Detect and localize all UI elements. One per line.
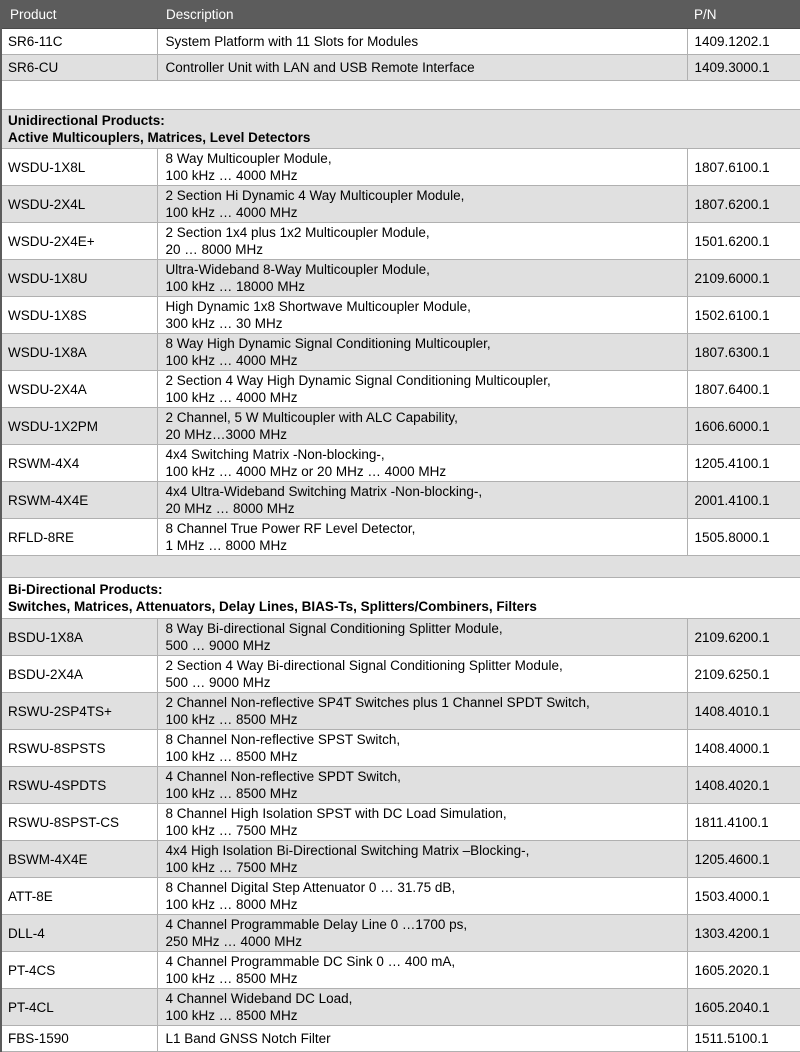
description-line: 4 Channel Wideband DC Load, — [165, 991, 353, 1006]
product-cell: PT-4CS — [1, 952, 157, 989]
description-line: 100 kHz … 8500 MHz — [165, 786, 298, 801]
description-line: 100 kHz … 7500 MHz — [165, 823, 298, 838]
product-cell: WSDU-1X8S — [1, 297, 157, 334]
section-row — [1, 110, 800, 149]
table-row — [1, 841, 800, 878]
description-line: Controller Unit with LAN and USB Remote Interface — [165, 60, 475, 75]
description-line: 100 kHz … 8500 MHz — [165, 749, 298, 764]
table-row — [1, 55, 800, 81]
description-line: 100 kHz … 7500 MHz — [165, 860, 298, 875]
description-line: 4x4 Ultra-Wideband Switching Matrix -Non-blocking-, — [165, 484, 483, 499]
pn-cell: 1605.2040.1 — [687, 989, 800, 1026]
pn-cell: 1303.4200.1 — [687, 915, 800, 952]
section-header-line: Unidirectional Products: — [8, 113, 165, 128]
pn-cell: 1511.5100.1 — [687, 1026, 800, 1052]
description-cell — [157, 260, 687, 297]
pn-cell: 2109.6000.1 — [687, 260, 800, 297]
table-row — [1, 408, 800, 445]
table-row — [1, 149, 800, 186]
description-line: L1 Band GNSS Notch Filter — [165, 1031, 331, 1046]
pn-cell: 2109.6250.1 — [687, 656, 800, 693]
pn-cell: 2001.4100.1 — [687, 482, 800, 519]
pn-cell: 1205.4100.1 — [687, 445, 800, 482]
description-cell — [157, 445, 687, 482]
pn-cell: 1605.2020.1 — [687, 952, 800, 989]
description-cell — [157, 55, 687, 81]
description-line: System Platform with 11 Slots for Modules — [165, 34, 419, 49]
description-line: 100 kHz … 8500 MHz — [165, 712, 298, 727]
product-cell: RSWU-2SP4TS+ — [1, 693, 157, 730]
description-line: 8 Way Bi-directional Signal Conditioning Splitter Module, — [165, 621, 503, 636]
header-row — [1, 0, 800, 29]
product-cell: WSDU-2X4E+ — [1, 223, 157, 260]
pn-cell: 1807.6100.1 — [687, 149, 800, 186]
table-row — [1, 519, 800, 556]
description-line: 2 Section 4 Way High Dynamic Signal Conditioning Multicoupler, — [165, 373, 551, 388]
description-cell — [157, 519, 687, 556]
description-line: 2 Channel Non-reflective SP4T Switches plus 1 Channel SPDT Switch, — [165, 695, 590, 710]
product-cell: SR6-CU — [1, 55, 157, 81]
product-cell: WSDU-1X8A — [1, 334, 157, 371]
pn-cell: 1408.4010.1 — [687, 693, 800, 730]
description-column-header: Description — [157, 0, 687, 29]
spacer-cell — [1, 556, 800, 578]
table-row — [1, 989, 800, 1026]
description-line: 4 Channel Non-reflective SPDT Switch, — [165, 769, 401, 784]
description-line: 4 Channel Programmable Delay Line 0 …1700 ps, — [165, 917, 468, 932]
table-row — [1, 186, 800, 223]
description-line: 8 Way High Dynamic Signal Conditioning Multicoupler, — [165, 336, 491, 351]
table-row — [1, 693, 800, 730]
section-header-line: Active Multicouplers, Matrices, Level Detectors — [8, 130, 311, 145]
section-header-line: Bi-Directional Products: — [8, 582, 163, 597]
description-cell — [157, 1026, 687, 1052]
table-row — [1, 297, 800, 334]
pn-cell: 1811.4100.1 — [687, 804, 800, 841]
table-row — [1, 482, 800, 519]
description-line: 500 … 9000 MHz — [165, 675, 271, 690]
section-header-line: Switches, Matrices, Attenuators, Delay Lines, BIAS-Ts, Splitters/Combiners, Filters — [8, 599, 537, 614]
description-cell — [157, 693, 687, 730]
description-cell — [157, 186, 687, 223]
product-cell: WSDU-2X4L — [1, 186, 157, 223]
description-cell — [157, 804, 687, 841]
product-cell: BSWM-4X4E — [1, 841, 157, 878]
pn-cell: 2109.6200.1 — [687, 619, 800, 656]
description-cell — [157, 952, 687, 989]
table-row — [1, 1026, 800, 1052]
product-cell: RSWM-4X4 — [1, 445, 157, 482]
pn-cell: 1501.6200.1 — [687, 223, 800, 260]
description-cell — [157, 334, 687, 371]
table-row — [1, 619, 800, 656]
table-row — [1, 878, 800, 915]
description-line: 100 kHz … 8500 MHz — [165, 1008, 298, 1023]
pn-cell: 1807.6300.1 — [687, 334, 800, 371]
pn-cell: 1503.4000.1 — [687, 878, 800, 915]
product-cell: WSDU-1X8U — [1, 260, 157, 297]
description-line: 500 … 9000 MHz — [165, 638, 271, 653]
description-line: 100 kHz … 4000 MHz — [165, 390, 298, 405]
description-line: 1 MHz … 8000 MHz — [165, 538, 288, 553]
table-row — [1, 767, 800, 804]
section-row — [1, 578, 800, 619]
product-cell: WSDU-1X8L — [1, 149, 157, 186]
product-cell: RSWM-4X4E — [1, 482, 157, 519]
description-line: 2 Section Hi Dynamic 4 Way Multicoupler Module, — [165, 188, 465, 203]
table-row — [1, 371, 800, 408]
description-line: 20 MHz … 8000 MHz — [165, 501, 295, 516]
table-row — [1, 260, 800, 297]
spacer-row — [1, 556, 800, 578]
section-header-cell — [1, 578, 800, 619]
table-row — [1, 915, 800, 952]
description-cell — [157, 371, 687, 408]
table-row — [1, 29, 800, 55]
table-row — [1, 952, 800, 989]
product-column-header: Product — [1, 0, 157, 29]
description-line: 250 MHz … 4000 MHz — [165, 934, 303, 949]
table-body — [1, 29, 800, 1052]
table-row — [1, 730, 800, 767]
description-line: High Dynamic 1x8 Shortwave Multicoupler Module, — [165, 299, 471, 314]
table-row — [1, 656, 800, 693]
product-cell: BSDU-2X4A — [1, 656, 157, 693]
description-cell — [157, 482, 687, 519]
product-cell: ATT-8E — [1, 878, 157, 915]
description-line: 8 Channel Non-reflective SPST Switch, — [165, 732, 401, 747]
spacer-row — [1, 81, 800, 110]
description-line: 2 Section 1x4 plus 1x2 Multicoupler Module, — [165, 225, 430, 240]
section-header-cell — [1, 110, 800, 149]
description-cell — [157, 989, 687, 1026]
description-line: 300 kHz … 30 MHz — [165, 316, 283, 331]
description-line: 4x4 High Isolation Bi-Directional Switching Matrix –Blocking-, — [165, 843, 530, 858]
product-cell: RSWU-8SPSTS — [1, 730, 157, 767]
description-line: 20 MHz…3000 MHz — [165, 427, 288, 442]
description-line: 20 … 8000 MHz — [165, 242, 264, 257]
description-cell — [157, 915, 687, 952]
description-cell — [157, 656, 687, 693]
product-cell: RSWU-8SPST-CS — [1, 804, 157, 841]
description-cell — [157, 223, 687, 260]
description-line: 100 kHz … 4000 MHz — [165, 353, 298, 368]
product-cell: DLL-4 — [1, 915, 157, 952]
description-line: 100 kHz … 4000 MHz or 20 MHz … 4000 MHz — [165, 464, 447, 479]
pn-cell: 1505.8000.1 — [687, 519, 800, 556]
description-line: 100 kHz … 18000 MHz — [165, 279, 306, 294]
description-line: 4 Channel Programmable DC Sink 0 … 400 mA, — [165, 954, 456, 969]
table-row — [1, 804, 800, 841]
description-cell — [157, 408, 687, 445]
pn-cell: 1409.3000.1 — [687, 55, 800, 81]
description-line: 2 Channel, 5 W Multicoupler with ALC Capability, — [165, 410, 458, 425]
product-cell: SR6-11C — [1, 29, 157, 55]
table-row — [1, 334, 800, 371]
description-cell — [157, 730, 687, 767]
product-cell: WSDU-2X4A — [1, 371, 157, 408]
description-cell — [157, 149, 687, 186]
description-line: 8 Channel Digital Step Attenuator 0 … 31.75 dB, — [165, 880, 456, 895]
pn-cell: 1807.6200.1 — [687, 186, 800, 223]
product-cell: BSDU-1X8A — [1, 619, 157, 656]
pn-cell: 1409.1202.1 — [687, 29, 800, 55]
pn-cell: 1408.4000.1 — [687, 730, 800, 767]
description-line: 8 Way Multicoupler Module, — [165, 151, 332, 166]
description-cell — [157, 297, 687, 334]
description-line: 100 kHz … 8500 MHz — [165, 971, 298, 986]
pn-cell: 1807.6400.1 — [687, 371, 800, 408]
description-line: 100 kHz … 4000 MHz — [165, 168, 298, 183]
description-line: Ultra-Wideband 8-Way Multicoupler Module, — [165, 262, 430, 277]
description-cell — [157, 619, 687, 656]
pn-cell: 1606.6000.1 — [687, 408, 800, 445]
product-cell: WSDU-1X2PM — [1, 408, 157, 445]
description-line: 2 Section 4 Way Bi-directional Signal Conditioning Splitter Module, — [165, 658, 563, 673]
product-cell: PT-4CL — [1, 989, 157, 1026]
table-header — [1, 0, 800, 29]
pn-cell: 1205.4600.1 — [687, 841, 800, 878]
pn-cell: 1408.4020.1 — [687, 767, 800, 804]
description-cell — [157, 841, 687, 878]
table-row — [1, 223, 800, 260]
product-cell: FBS-1590 — [1, 1026, 157, 1052]
description-cell — [157, 878, 687, 915]
description-cell — [157, 767, 687, 804]
description-line: 8 Channel True Power RF Level Detector, — [165, 521, 416, 536]
description-line: 8 Channel High Isolation SPST with DC Load Simulation, — [165, 806, 507, 821]
description-line: 4x4 Switching Matrix -Non-blocking-, — [165, 447, 385, 462]
pn-column-header: P/N — [687, 0, 800, 29]
product-cell: RFLD-8RE — [1, 519, 157, 556]
table-row — [1, 445, 800, 482]
pn-cell: 1502.6100.1 — [687, 297, 800, 334]
description-cell — [157, 29, 687, 55]
description-line: 100 kHz … 8000 MHz — [165, 897, 298, 912]
description-line: 100 kHz … 4000 MHz — [165, 205, 298, 220]
product-cell: RSWU-4SPDTS — [1, 767, 157, 804]
spacer-cell — [1, 81, 800, 110]
